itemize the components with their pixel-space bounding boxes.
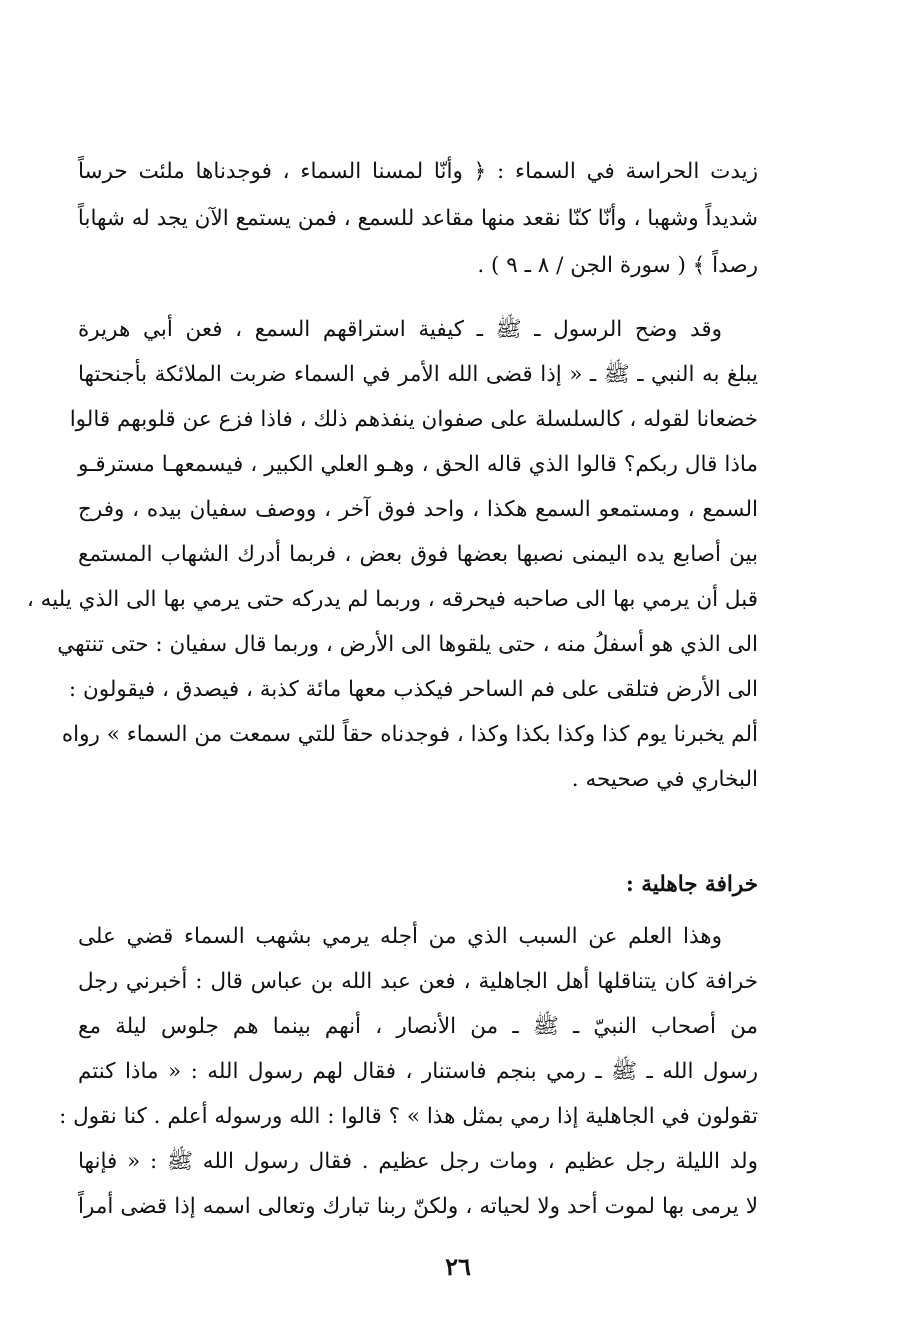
jahiliyya-paragraph bbox=[59, 914, 758, 1229]
section-heading: خرافة جاهلية : bbox=[625, 872, 758, 897]
text-line: يبلغ به النبي ـ ﷺ ـ « إذا قضى الله الأمر في السماء ضربت الملائكة بأجنحتها bbox=[78, 362, 758, 387]
text-line: خضعانا لقوله ، كالسلسلة على صفوان ينفذهم ذلك ، فاذا فزع عن قلوبهم قالوا bbox=[69, 407, 758, 432]
text-line: رسول الله ـ ﷺ ـ رمي بنجم فاستنار ، فقال لهم رسول الله : « ماذا كنتم bbox=[78, 1059, 758, 1084]
text-line: السمع ، ومستمعو السمع هكذا ، واحد فوق آخر ، ووصف سفيان بيده ، وفرج bbox=[78, 497, 758, 522]
hadith-paragraph bbox=[26, 307, 758, 802]
text-line: الى الذي هو أسفلُ منه ، حتى يلقوها الى الأرض ، وربما قال سفيان : حتى تنتهي bbox=[57, 632, 758, 657]
page-number: ٢٦ bbox=[445, 1252, 471, 1281]
text-line: خرافة كان يتناقلها أهل الجاهلية ، فعن عبد الله بن عباس قال : أخبرني رجل bbox=[78, 969, 758, 994]
text-line: وهذا العلم عن السبب الذي من أجله يرمي بشهب السماء قضي على bbox=[78, 924, 722, 949]
text-line: شديداً وشهبا ، وأنّا كنّا نقعد منها مقاعد للسمع ، فمن يستمع الآن يجد له شهاباً bbox=[77, 206, 758, 231]
text-line: قبل أن يرمي بها الى صاحبه فيحرقه ، وربما لم يدركه حتى يرمي بها الى الذي يليه ، bbox=[26, 587, 758, 612]
text-line: زيدت الحراسة في السماء : ﴿ وأنّا لمسنا السماء ، فوجدناها ملئت حرساً bbox=[78, 159, 758, 184]
page-body bbox=[26, 148, 758, 1229]
text-line: بين أصابع يده اليمنى نصبها بعضها فوق بعض ، فربما أدرك الشهاب المستمع bbox=[78, 542, 758, 567]
text-line: ماذا قال ربكم؟ قالوا الذي قاله الحق ، وهـو العلي الكبير ، فيسمعهـا مسترقـو bbox=[78, 452, 758, 477]
text-line: لا يرمى بها لموت أحد ولا لحياته ، ولكنّ ربنا تبارك وتعالى اسمه إذا قضى أمراً bbox=[78, 1194, 758, 1219]
quran-quote-paragraph bbox=[78, 148, 758, 289]
text-line: ولد الليلة رجل عظيم ، ومات رجل عظيم . فقال رسول الله ﷺ : « فإنها bbox=[78, 1149, 758, 1174]
text-line: الى الأرض فتلقى على فم الساحر فيكذب معها مائة كذبة ، فيصدق ، فيقولون : bbox=[68, 677, 758, 702]
text-line: رصداً ﴾ ( سورة الجن / ٨ ـ ٩ ) . bbox=[477, 253, 758, 278]
text-line: البخاري في صحيحه . bbox=[571, 767, 758, 792]
text-line: وقد وضح الرسول ـ ﷺ ـ كيفية استراقهم السمع ، فعن أبي هريرة bbox=[78, 317, 722, 342]
text-line: من أصحاب النبيّ ـ ﷺ ـ من الأنصار ، أنهم بينما هم جلوس ليلة مع bbox=[78, 1014, 758, 1039]
text-line: ألم يخبرنا يوم كذا وكذا بكذا وكذا ، فوجدناه حقاً للتي سمعت من السماء » رواه bbox=[61, 722, 758, 747]
text-line: تقولون في الجاهلية إذا رمي بمثل هذا » ؟ قالوا : الله ورسوله أعلم . كنا نقول : bbox=[59, 1104, 758, 1129]
